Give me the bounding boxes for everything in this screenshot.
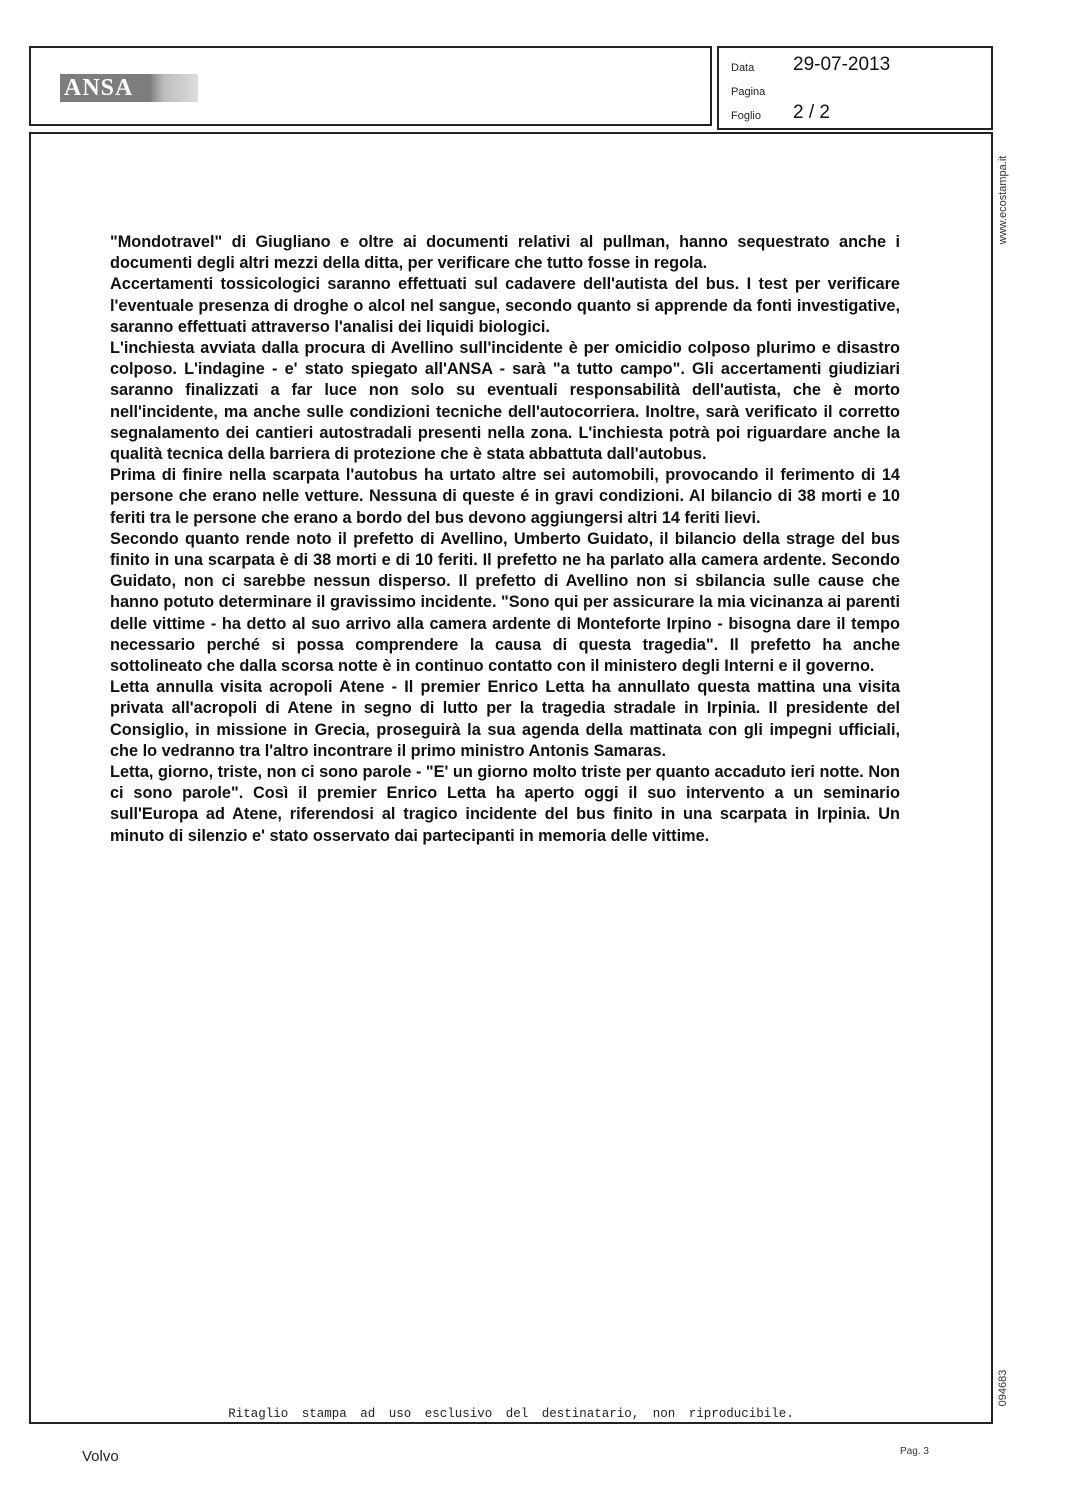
paragraph: L'inchiesta avviata dalla procura di Avellino sull'incidente è per omicidio colposo plurimo e disastro colposo. L'indagine - e' stato spiegato all'ANSA - sarà "a tutto campo". Gli accertamenti giudiziari saranno finalizzati a far luce non solo su eventuali responsabilità dell'autista, che è morto nell'incidente, ma anche sulle condizioni tecniche dell'autocorriera. Inoltre, sarà verificato il corretto segnalamento dei cantieri autostradali presenti nella zona. L'inchiesta potrà poi riguardare anche la qualità tecnica della barriera di protezione che è stata abbattuta dall'autobus.	[110, 339, 900, 464]
logo-text: ANSA	[64, 75, 134, 101]
side-url	[996, 148, 1010, 252]
paragraph: Prima di finire nella scarpata l'autobus ha urtato altre sei automobili, provocando il ferimento di 14 persone che erano nelle vetture. Nessuna di queste é in gravi condizioni. Al bilancio di 38 morti e 10 feriti tra le persone che erano a bordo del bus devono aggiungersi altri 14 feriti lievi.	[110, 466, 900, 527]
copyright-notice: Ritaglio stampa ad uso esclusivo del destinatario, non riproducibile.	[228, 1407, 794, 1421]
sheet-value: 2 / 2	[793, 102, 830, 123]
paragraph: "Mondotravel" di Giugliano e oltre ai documenti relativi al pullman, hanno sequestrato anche i documenti degli altri mezzi della ditta, per verificare che tutto fosse in regola.	[110, 233, 900, 273]
paragraph: Accertamenti tossicologici saranno effettuati sul cadavere dell'autista del bus. I test per verificare l'eventuale presenza di droghe o alcol nel sangue, secondo quanto si apprende da fonti investigative, saranno effettuati attraverso l'analisi dei liquidi biologici.	[110, 275, 900, 336]
ansa-logo	[60, 74, 198, 102]
paragraph: Letta, giorno, triste, non ci sono parole - "E' un giorno molto triste per quanto accaduto ieri notte. Non ci sono parole". Così il premier Enrico Letta ha aperto oggi il suo intervento a un seminario sull'Europa ad Atene, riferendosi al tragico incidente del bus finito in una scarpata in Irpinia. Un minuto di silenzio e' stato osservato dai partecipanti in memoria delle vittime.	[110, 763, 900, 845]
header-meta-box	[717, 46, 993, 130]
side-code	[996, 1366, 1010, 1410]
sheet-label: Foglio	[731, 110, 761, 122]
date-value: 29-07-2013	[793, 54, 891, 75]
side-url-text: www.ecostampa.it	[997, 155, 1009, 245]
page-number: Pag. 3	[900, 1446, 929, 1457]
footer-left-text: Volvo	[82, 1448, 119, 1465]
side-code-text: 094683	[997, 1369, 1009, 1407]
paragraph: Letta annulla visita acropoli Atene - Il premier Enrico Letta ha annullato questa mattina una visita privata all'acropoli di Atene in segno di lutto per la tragedia stradale in Irpinia. Il presidente del Consiglio, in missione in Grecia, proseguirà la sua agenda della mattinata con gli impegni ufficiali, che lo vedranno tra l'altro incontrare il primo ministro Antonis Samaras.	[110, 678, 900, 760]
header-masthead-box	[29, 46, 712, 126]
article-body	[110, 232, 900, 847]
paragraph: Secondo quanto rende noto il prefetto di Avellino, Umberto Guidato, il bilancio della strage del bus finito in una scarpata è di 38 morti e di 10 feriti. Il prefetto ne ha parlato alla camera ardente. Secondo Guidato, non ci sarebbe nessun disperso. Il prefetto di Avellino non si sbilancia sulle cause che hanno potuto determinare il gravissimo incidente. "Sono qui per assicurare la mia vicinanza ai parenti delle vittime - ha detto al suo arrivo alla camera ardente di Monteforte Irpino - bisogna dare il tempo necessario perché si possa comprendere la causa di questa tragedia". Il prefetto ha anche sottolineato che dalla scorsa notte è in continuo contatto con il ministero degli Interni e il governo.	[110, 529, 900, 676]
page-label: Pagina	[731, 86, 766, 98]
date-label: Data	[731, 62, 755, 74]
